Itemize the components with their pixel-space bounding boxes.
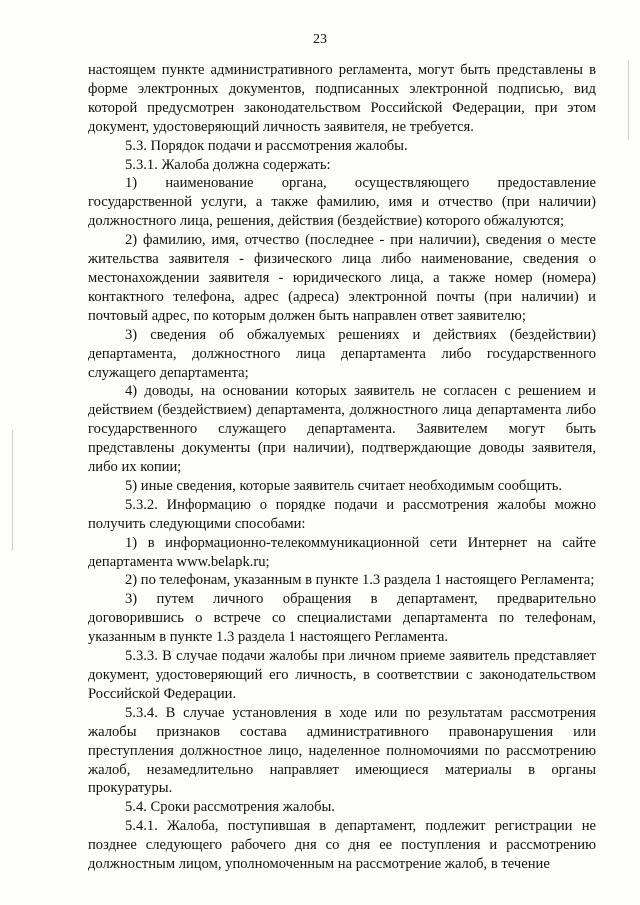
info-method-1: 1) в информационно-телекоммуникационной сети Интернет на сайте департамента www.belapk.ru;	[88, 534, 596, 570]
list-item-3: 3) сведения об обжалуемых решениях и действиях (бездействии) департамента, должностного лица департамента либо государственного служащего департамента;	[88, 326, 596, 381]
paragraph-continuation: настоящем пункте административного регламента, могут быть представлены в форме электронных документов, подписанных электронной подписью, вид которой предусмотрен законодательством Российской Федерации, при этом документ, удостоверяющий личность заявителя, не требуется.	[88, 62, 596, 135]
section-heading-5-3: 5.3. Порядок подачи и рассмотрения жалобы.	[125, 137, 408, 154]
section-heading-5-4: 5.4. Сроки рассмотрения жалобы.	[125, 799, 335, 816]
info-method-3: 3) путем личного обращения в департамент, предварительно договорившись о встрече со специалистами департамента по телефонам, указанным в пункте 1.3 раздела 1 настоящего Регламента.	[88, 591, 596, 646]
scan-edge-mark	[628, 60, 629, 140]
scan-edge-mark	[12, 430, 13, 550]
page-number: 23	[313, 32, 327, 47]
body-text	[88, 61, 596, 874]
paragraph-5-3-3: 5.3.3. В случае подачи жалобы при личном приеме заявитель представляет документ, удостоверяющий его личность, в соответствии с законодательством Российской Федерации.	[88, 648, 596, 702]
list-item-2: 2) фамилию, имя, отчество (последнее - при наличии), сведения о месте жительства заявителя - физического лица либо наименование, сведения о местонахождении заявителя - юридического лица, а также номер (номера) контактного телефона, адрес (адреса) электронной почты (при наличии) и почтовый адрес, по которым должен быть направлен ответ заявителю;	[88, 232, 596, 324]
paragraph-5-4-1: 5.4.1. Жалоба, поступившая в департамент, подлежит регистрации не позднее следующего рабочего дня со дня ее поступления и рассмотрению должностным лицом, уполномоченным на рассмотрение жалоб, в течение	[88, 818, 596, 873]
list-item-4: 4) доводы, на основании которых заявитель не согласен с решением и действием (бездействием) департамента, должностного лица департамента либо государственного служащего департамента. Заявителем могут быть представлены документы (при наличии), подтверждающие доводы заявителя, либо их копии;	[88, 383, 596, 476]
paragraph-5-3-4: 5.3.4. В случае установления в ходе или по результатам рассмотрения жалобы признаков состава административного правонарушения или преступления должностное лицо, наделенное полномочиями по рассмотрению жалоб, незамедлительно направляет имеющиеся материалы в органы прокуратуры.	[88, 704, 596, 797]
list-item-1: 1) наименование органа, осуществляющего предоставление государственной услуги, а также фамилию, имя и отчество (при наличии) должностного лица, решения, действия (бездействие) которого обжалуются;	[88, 175, 596, 230]
paragraph-5-3-2: 5.3.2. Информацию о порядке подачи и рассмотрения жалобы можно получить следующими способами:	[88, 496, 596, 532]
paragraph-5-3-1: 5.3.1. Жалоба должна содержать:	[125, 156, 331, 173]
info-method-2: 2) по телефонам, указанным в пункте 1.3 раздела 1 настоящего Регламента;	[125, 572, 595, 589]
list-item-5: 5) иные сведения, которые заявитель считает необходимым сообщить.	[125, 477, 563, 494]
